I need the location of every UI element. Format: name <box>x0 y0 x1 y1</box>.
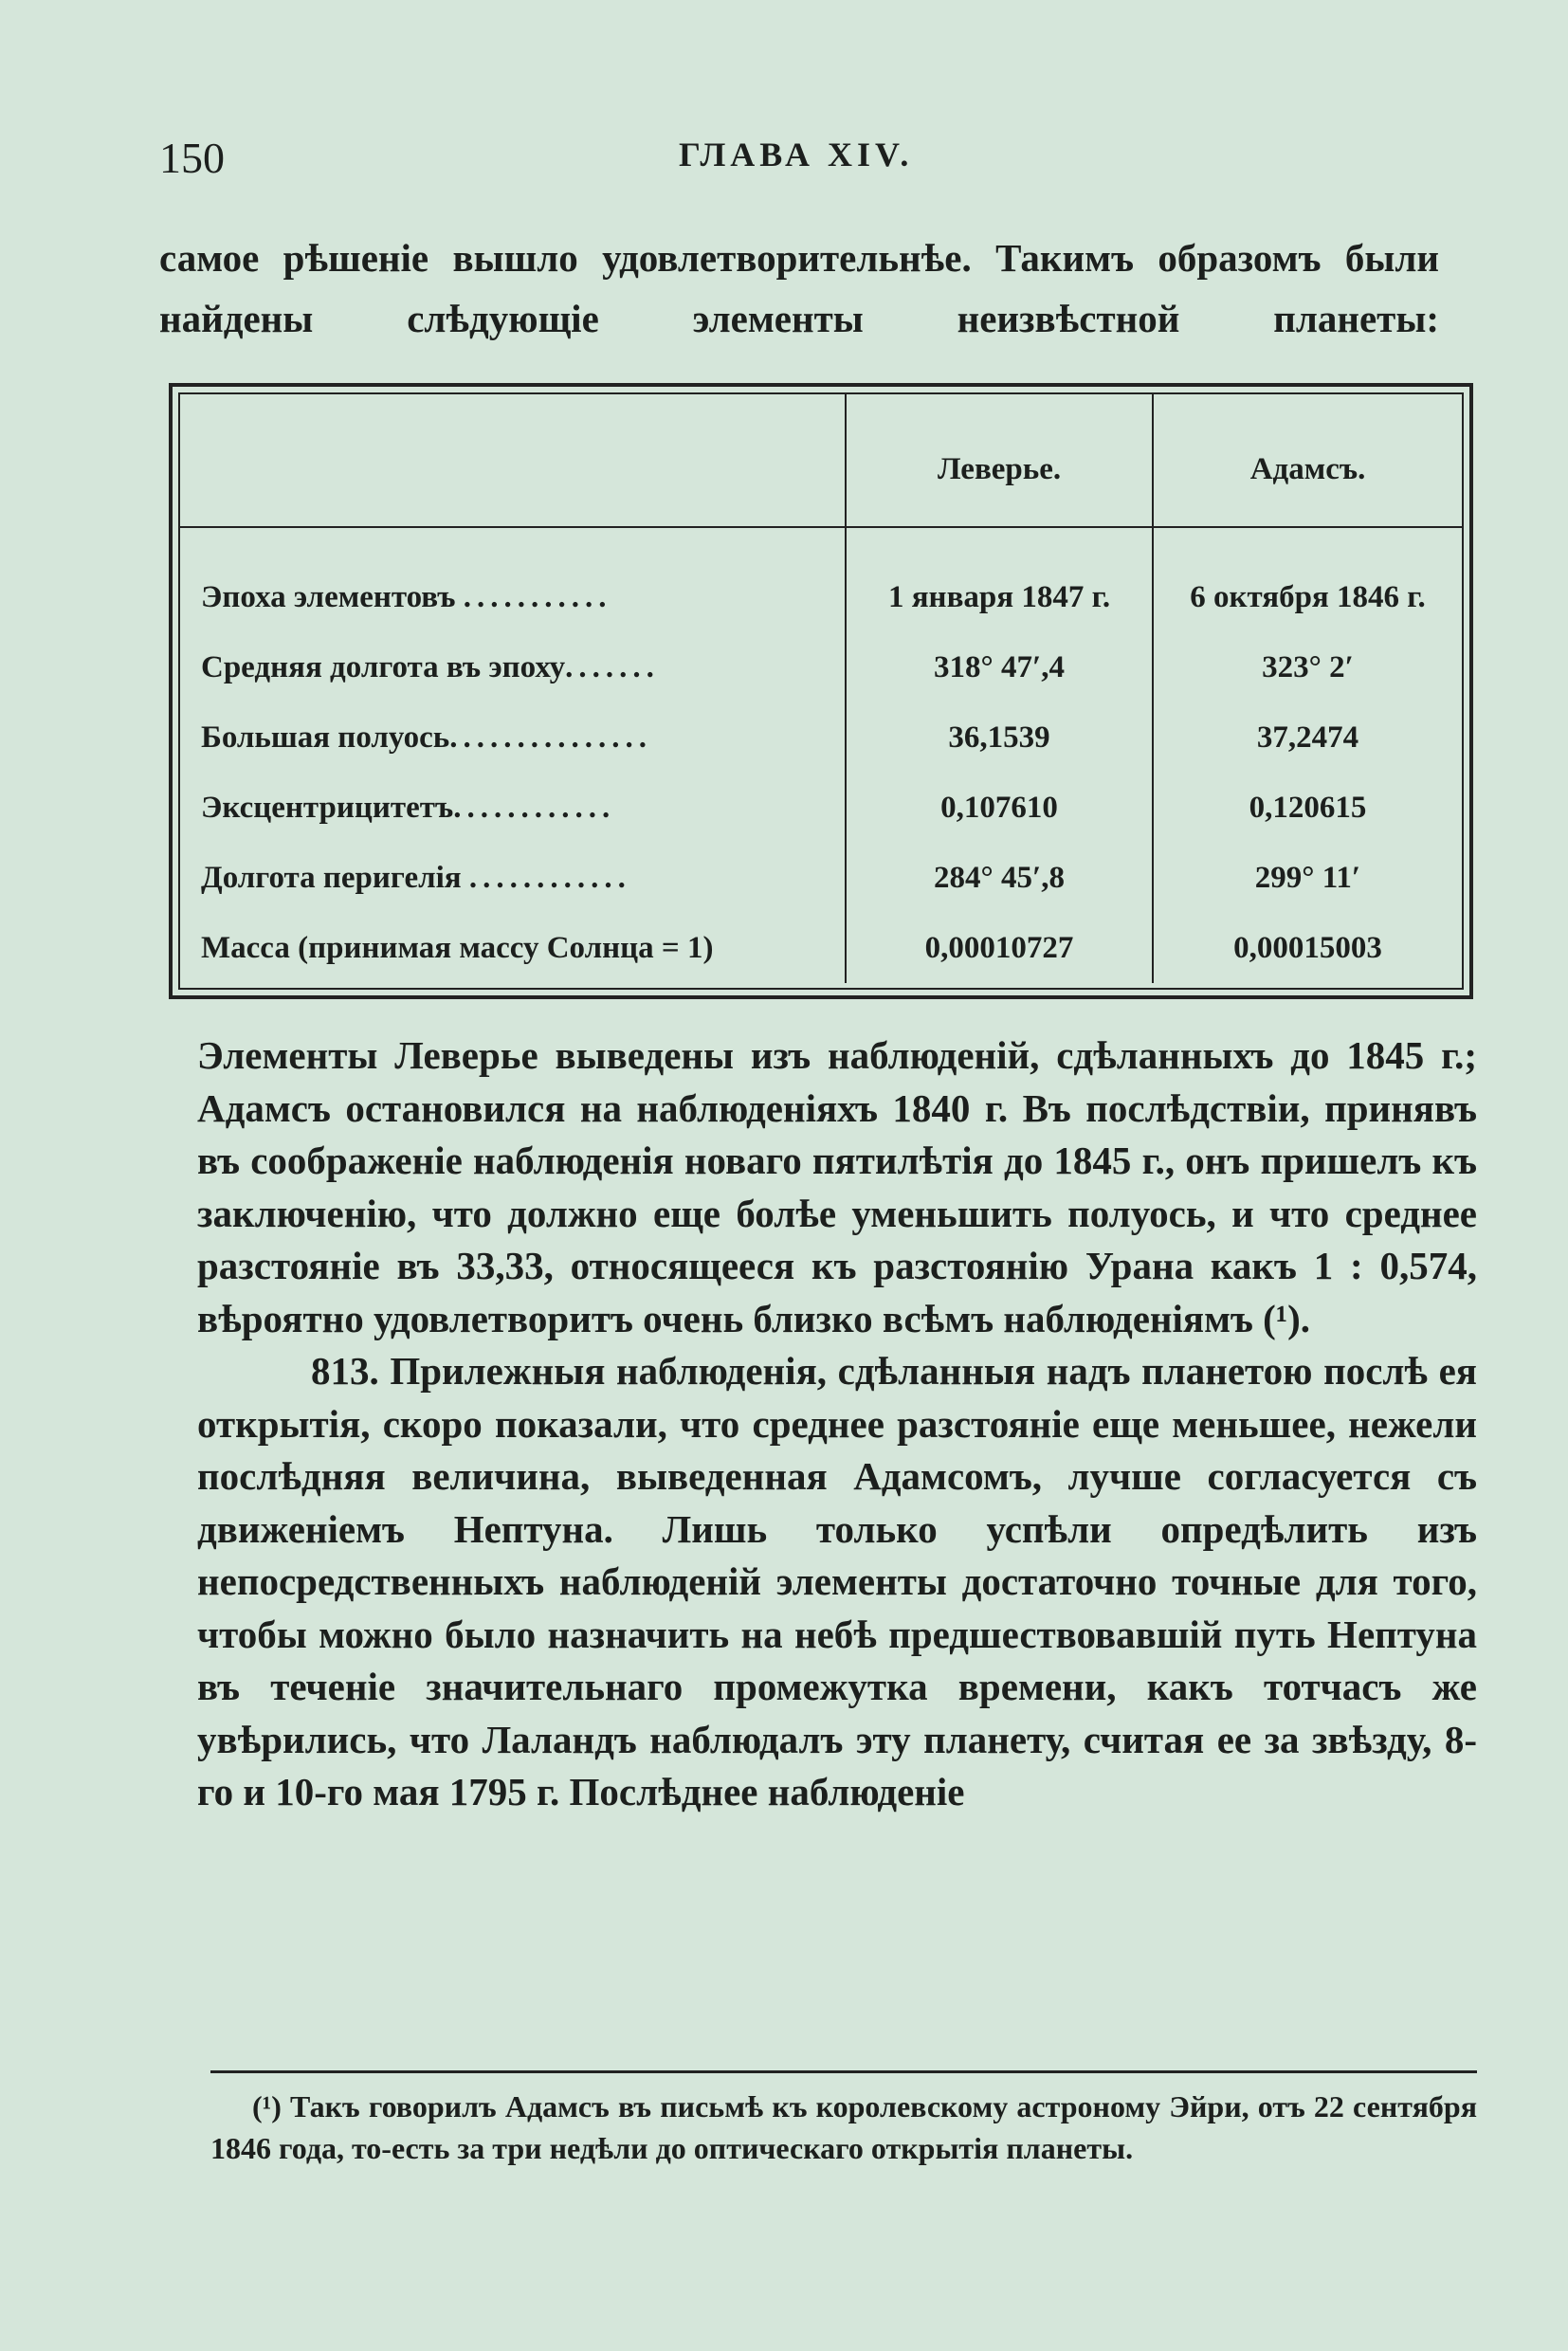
leverrier-value: 284° 45′,8 <box>846 843 1153 913</box>
header-empty-cell <box>180 394 846 527</box>
leverrier-value: 0,00010727 <box>846 913 1153 983</box>
elements-table-frame <box>169 383 1473 999</box>
body-text <box>197 1030 1477 1819</box>
row-label-cell: Большая полуось............... <box>180 702 846 773</box>
page-number: 150 <box>159 134 225 182</box>
table-header-row <box>180 394 1462 527</box>
elements-table <box>180 394 1462 983</box>
leverrier-value: 0,107610 <box>846 773 1153 843</box>
row-label: Эпоха элементовъ <box>201 579 456 614</box>
row-label: Масса (принимая массу Солнца = 1) <box>201 930 714 965</box>
paragraph-1: Элементы Леверье выведены изъ наблюденій, сдѣланныхъ до 1845 г.; Адамсъ остановился на наблюденіяхъ 1840 г. Въ послѣдствіи, принявъ въ соображеніе наблюденія новаго пятилѣтія до 1845 г., онъ пришелъ къ заключенію, что должно еще болѣе уменьшить полуось, и что среднее разстояніе въ 33,33, относящееся къ разстоянію Урана какъ 1 : 0,574, вѣроятно удовлетворитъ очень близко всѣмъ наблюденіямъ (¹). <box>197 1033 1477 1340</box>
row-label: Эксцентрицитетъ <box>201 790 454 825</box>
leverrier-value: 36,1539 <box>846 702 1153 773</box>
intro-paragraph <box>159 228 1439 349</box>
adams-value: 37,2474 <box>1256 720 1359 755</box>
table-row <box>180 702 1462 773</box>
leverrier-value: 1 января 1847 г. <box>846 527 1153 632</box>
running-head: ГЛАВА XIV. <box>679 136 914 173</box>
adams-value: 299° 11′ <box>1254 860 1361 895</box>
elements-table-inner <box>178 392 1464 990</box>
footnote <box>210 2086 1477 2169</box>
row-label: Средняя долгота въ эпоху <box>201 649 566 684</box>
row-label-cell: Долгота перигелія ............ <box>180 843 846 913</box>
row-label: Большая полуось <box>201 720 450 755</box>
leverrier-value: 318° 47′,4 <box>846 632 1153 702</box>
table-row <box>180 632 1462 702</box>
adams-value: 0,00015003 <box>1233 930 1382 965</box>
paragraph-2-text: Прилежныя наблюденія, сдѣланныя надъ планетою послѣ ея открытія, скоро показали, что среднее разстояніе еще меньшее, нежели послѣдняя величина, выведенная Адамсомъ, лучше согласуется съ движеніемъ Нептуна. Лишь только успѣли опредѣлить изъ непосредственныхъ наблюденій элементы достаточно точные для того, чтобы можно было назначить на небѣ предшествовавшій путь Нептуна въ теченіе значительнаго промежутка времени, какъ тотчасъ же увѣрились, что Лаландъ наблюдалъ эту планету, считая ее за звѣзду, 8-го и 10-го мая 1795 г. Послѣднее наблюденіе <box>197 1349 1477 1813</box>
table-row <box>180 527 1462 632</box>
table-row <box>180 913 1462 983</box>
row-label: Долгота перигелія <box>201 860 462 895</box>
intro-text: самое рѣшеніе вышло удовлетворительнѣе. Такимъ образомъ были найдены слѣдующіе элементы неизвѣстной планеты: <box>159 236 1439 340</box>
row-label-cell: Средняя долгота въ эпоху....... <box>180 632 846 702</box>
row-label-cell: Эксцентрицитетъ............ <box>180 773 846 843</box>
header-adams: Адамсъ. <box>1153 394 1462 527</box>
adams-value: 6 октября 1846 г. <box>1190 579 1426 614</box>
table-row <box>180 843 1462 913</box>
adams-value: 0,120615 <box>1249 790 1367 825</box>
row-label-cell: Эпоха элементовъ ........... <box>180 527 846 632</box>
section-number: 813. <box>311 1349 379 1393</box>
paragraph-2 <box>197 1345 1477 1819</box>
row-label-cell <box>180 913 846 983</box>
footnote-text: (¹) Такъ говорилъ Адамсъ въ письмѣ къ королевскому астроному Эйри, отъ 22 сентября 1846 года, то-есть за три недѣли до оптическаго открытія планеты. <box>210 2089 1477 2165</box>
table-row <box>180 773 1462 843</box>
footnote-rule <box>210 2070 1477 2073</box>
adams-value: 323° 2′ <box>1262 649 1354 684</box>
header-leverrier: Леверье. <box>846 394 1153 527</box>
